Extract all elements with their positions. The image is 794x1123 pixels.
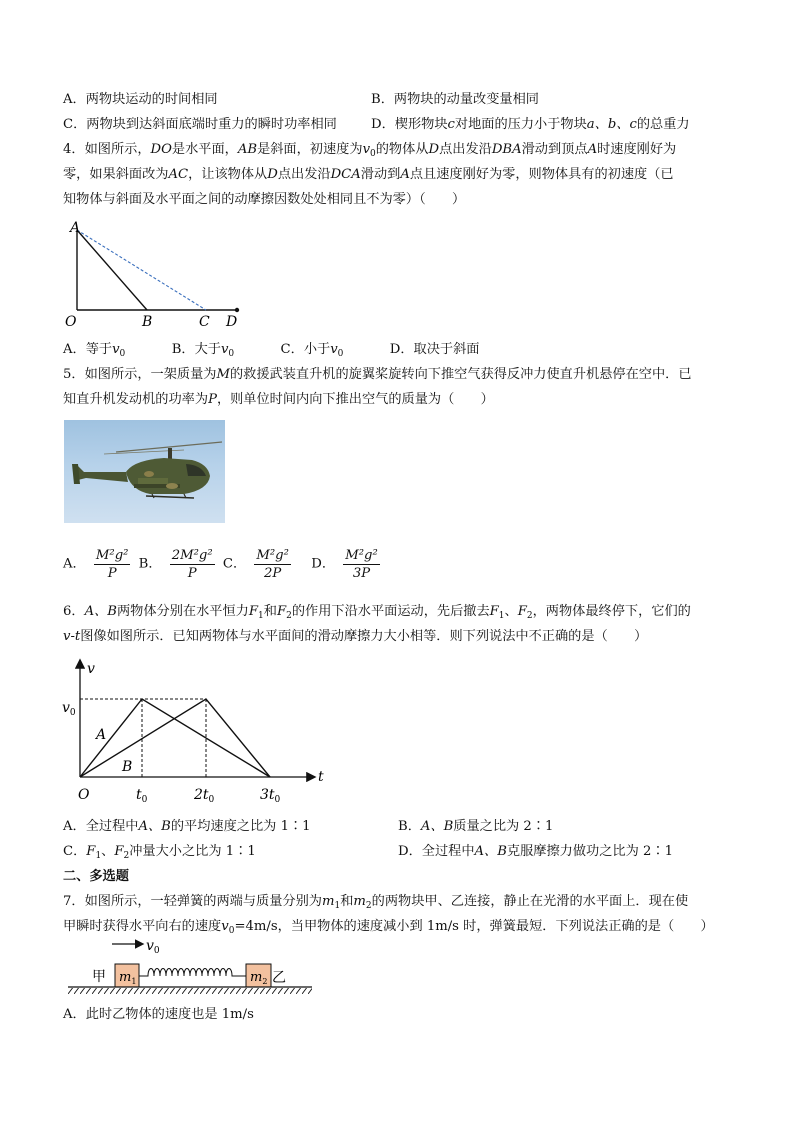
- q7-stem-line1: 7．如图所示，一轻弹簧的两端与质量分别为$m_1$和$m_2$的两物块甲、乙连接，静止在光滑的水平面上．现在使: [63, 894, 689, 911]
- q4-options: A．等于$v_0$ B．大于$v_0$ C．小于$v_0$ D．取决于斜面: [63, 342, 480, 359]
- q4-stem-line2: 零，如果斜面改为AC，让该物体从D点出发沿DCA滑动到A点且速度刚好为零，则物体具有的初速度（已: [63, 167, 674, 182]
- q7-label-yi: 乙: [272, 970, 286, 986]
- block-m2-label: $m_2$: [250, 970, 268, 986]
- q7-label-jia: 甲: [92, 969, 106, 985]
- q4-slope-figure: [60, 218, 250, 330]
- q7-stem-line2: 甲瞬时获得水平向右的速度$v_0=4m/s$，当甲物体的速度减小到 1m/s 时，弹簧最短．下列说法正确的是（ ）: [63, 919, 714, 936]
- q4-label-o: O: [65, 314, 77, 330]
- q6-vt-graph: [58, 655, 338, 805]
- section-heading-multi-choice: 二、多选题: [63, 869, 129, 884]
- graph-v-label: v: [87, 661, 95, 677]
- graph-3t0-label: $3t_0$: [260, 787, 281, 805]
- graph-2t0-label: $2t_0$: [194, 787, 215, 805]
- q4-label-c: C: [199, 314, 210, 330]
- q3-option-d: D．楔形物块c对地面的压力小于物块a、b、c的总重力: [371, 117, 690, 132]
- q6-stem-line2: v-t图像如图所示．已知两物体与水平面间的滑动摩擦力大小相等．则下列说法中不正确的是（ ）: [63, 629, 648, 644]
- q3-option-a: A．两物块运动的时间相同: [63, 92, 218, 107]
- q4-label-d: D: [226, 314, 238, 330]
- q6-option-b: B．A、B质量之比为 2∶1: [398, 819, 554, 834]
- q5-options: A． $\frac{\text{M²g²}}{P}$ B． $\frac{\text{2M²g²}}{P}$ C． $\frac{\text{M²g²}}{2P}$ D． $\frac{\text{M²g²}}{3P}$: [63, 548, 378, 581]
- q4-label-a: A: [70, 220, 81, 236]
- q6-stem-line1: 6．A、B两物体分别在水平恒力$F_1$和$F_2$的作用下沿水平面运动，先后撤去$F_1$、$F_2$，两物体最终停下，它们的: [63, 604, 691, 621]
- graph-line-b-label: B: [122, 759, 133, 775]
- q7-v0-label: $v_0$: [146, 938, 160, 956]
- q7-spring-figure: [62, 938, 318, 998]
- graph-line-a-label: A: [96, 727, 107, 743]
- q4-stem-line1: 4．如图所示，DO是水平面，AB是斜面，初速度为$v_0$的物体从D点出发沿DBA滑动到顶点A时速度刚好为: [63, 142, 677, 159]
- graph-origin: O: [78, 787, 90, 803]
- q6-option-c: C．$F_1$、$F_2$冲量大小之比为 1∶1: [63, 844, 256, 861]
- q6-option-d: D．全过程中A、B克服摩擦力做功之比为 2∶1: [398, 844, 673, 859]
- q3-option-b: B．两物块的动量改变量相同: [371, 92, 539, 107]
- helicopter-photo: [64, 420, 225, 523]
- graph-t-label: t: [318, 769, 324, 785]
- q3-option-c: C．两物块到达斜面底端时重力的瞬时功率相同: [63, 117, 337, 132]
- graph-v0-label: $v_0$: [62, 700, 76, 718]
- q5-stem-line1: 5．如图所示，一架质量为M的救援武装直升机的旋翼桨旋转向下推空气获得反冲力使直升机悬停在空中．已: [63, 367, 692, 382]
- q6-option-a: A．全过程中A、B的平均速度之比为 1∶1: [63, 819, 311, 834]
- q7-option-a: A．此时乙物体的速度也是 1m/s: [63, 1007, 254, 1022]
- q4-stem-line3: 知物体与斜面及水平面之间的动摩擦因数处处相同且不为零）（ ）: [63, 192, 466, 207]
- q5-stem-line2: 知直升机发动机的功率为P，则单位时间内向下推出空气的质量为（ ）: [63, 392, 494, 407]
- graph-t0-label: $t_0$: [136, 787, 148, 805]
- block-m1-label: $m_1$: [119, 970, 137, 986]
- q4-label-b: B: [142, 314, 153, 330]
